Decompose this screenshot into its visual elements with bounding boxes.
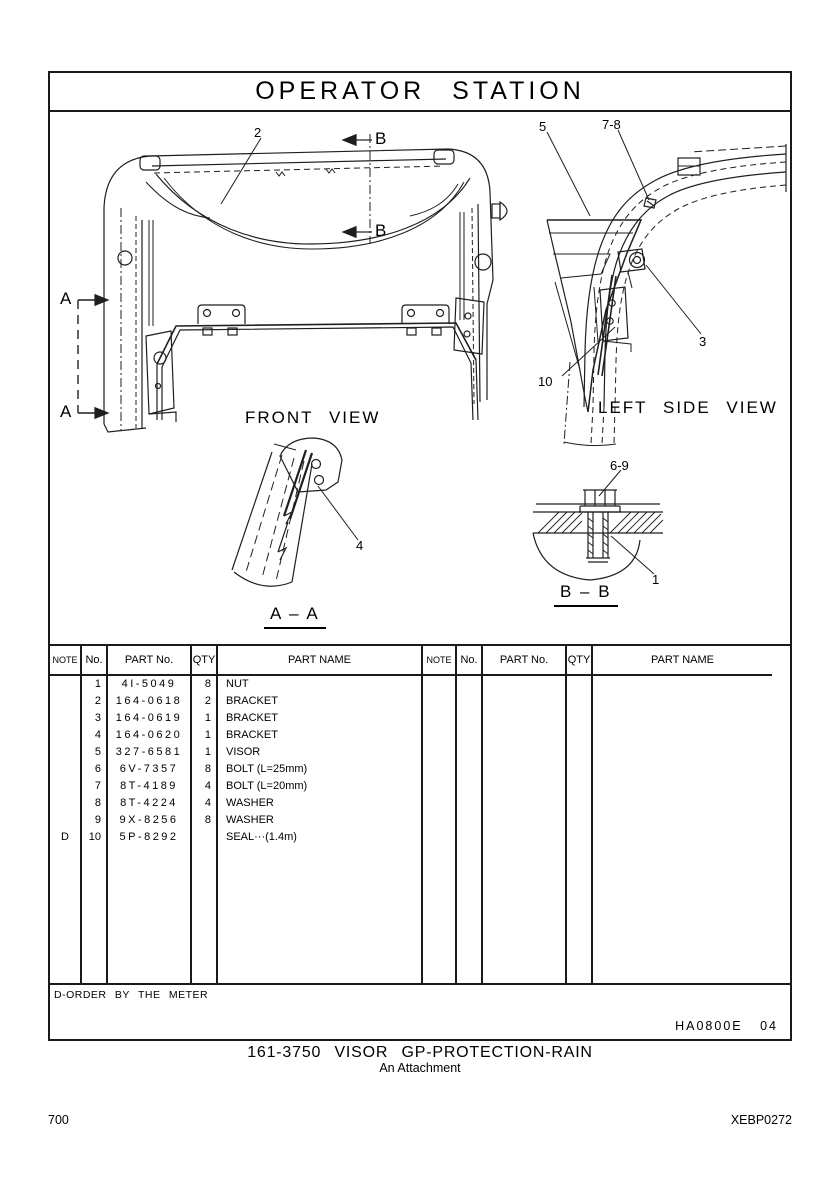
header-note: NOTE [423,646,455,676]
table-cell: 4I-5049 [121,678,177,690]
table-cell [50,761,80,778]
page-title: OPERATOR STATION [50,73,790,112]
section-aa-label: A – A [264,604,326,629]
table-cell: NUT [226,678,249,690]
front-view-label: FRONT VIEW [245,408,381,427]
table-cell: 8 [94,797,101,809]
callout-2: 2 [254,125,262,140]
bottom-strip [50,985,790,1039]
table-cell: 3 [94,712,101,724]
col-no-left [82,646,108,983]
col-qty-right [567,646,593,983]
callout-7-8: 7-8 [602,117,621,132]
table-cell: 2 [204,695,211,707]
table-cell: BRACKET [226,695,278,707]
col-no-right [457,646,483,983]
table-cell: 4 [204,797,211,809]
table-cell [50,812,80,829]
table-cell: 5 [94,746,101,758]
section-aa-drawing [232,438,358,586]
technical-drawing [50,112,790,644]
section-b-letter-bottom: B [375,221,387,240]
col-note-right [423,646,457,983]
section-a-letter-bottom: A [60,402,72,421]
col-part-no-right [483,646,567,983]
col-part-name-left [218,646,423,983]
callout-3: 3 [699,334,707,349]
table-cell: 8T-4224 [120,797,178,809]
header-no: No. [457,646,481,676]
table-cell: 164-0619 [115,712,183,724]
table-cell: 8T-4189 [120,780,178,792]
assembly-subtitle: An Attachment [379,1061,461,1075]
header-part-name: PART NAME [218,646,421,676]
table-cell: 1 [94,678,101,690]
table-cell [192,829,216,846]
table-cell: 8 [204,814,211,826]
header-part-name: PART NAME [593,646,772,676]
table-cell: 9X-8256 [119,814,179,826]
table-cell: 4 [204,780,211,792]
table-cell: 10 [88,831,101,843]
table-cell: D [61,831,69,843]
section-bb-drawing [533,470,663,580]
drawing-area [50,112,790,644]
col-note-left [50,646,82,983]
table-cell: 2 [94,695,101,707]
table-cell: BRACKET [226,729,278,741]
left-side-view-label: LEFT SIDE VIEW [598,398,778,417]
table-cell [50,778,80,795]
table-cell: BOLT (L=20mm) [226,780,308,792]
table-cell: WASHER [226,814,274,826]
table-cell: 5P-8292 [119,831,179,843]
header-no: No. [82,646,106,676]
header-qty: QTY [567,646,591,676]
col-qty-left [192,646,218,983]
front-view-drawing [78,134,507,432]
table-cell [50,727,80,744]
callout-10: 10 [538,374,553,389]
table-cell: 164-0620 [115,729,183,741]
table-cell: 1 [204,746,211,758]
table-cell: 327-6581 [115,746,183,758]
page-number: 700 [48,1113,69,1127]
table-cell [50,710,80,727]
table-cell: 8 [204,763,211,775]
form-number: XEBP0272 [730,1113,792,1127]
table-cell: 8 [204,678,211,690]
col-part-no-left [108,646,192,983]
table-cell: BRACKET [226,712,278,724]
table-cell [50,676,80,693]
col-part-name-right [593,646,772,983]
table-cell: 1 [204,712,211,724]
callout-6-9: 6-9 [610,458,629,473]
table-cell [50,744,80,761]
table-cell: 164-0618 [115,695,183,707]
assembly-title: 161-3750 VISOR GP-PROTECTION-RAIN [247,1044,593,1061]
table-cell: 7 [94,780,101,792]
table-cell [50,693,80,710]
main-frame [48,71,792,1041]
table-cell: 9 [94,814,101,826]
header-qty: QTY [192,646,216,676]
section-bb-label: B – B [554,582,618,607]
section-a-letter-top: A [60,289,72,308]
table-cell: 1 [204,729,211,741]
order-note: D-ORDER BY THE METER [54,989,209,1001]
callout-1: 1 [652,572,660,587]
table-cell: SEAL···(1.4m) [226,831,297,843]
table-cell: 6 [94,763,101,775]
callout-4: 4 [356,538,364,553]
callout-5: 5 [539,119,547,134]
table-cell: WASHER [226,797,274,809]
table-cell: 4 [94,729,101,741]
parts-table [50,644,790,985]
table-cell: VISOR [226,746,261,758]
header-part-no: PART No. [483,646,565,676]
table-cell: BOLT (L=25mm) [226,763,308,775]
table-cell: 6V-7357 [119,763,179,775]
table-cell [50,795,80,812]
section-b-letter-top: B [375,129,387,148]
header-part-no: PART No. [108,646,190,676]
header-note: NOTE [50,646,80,676]
revision-code: HA0800E 04 [675,1019,778,1033]
